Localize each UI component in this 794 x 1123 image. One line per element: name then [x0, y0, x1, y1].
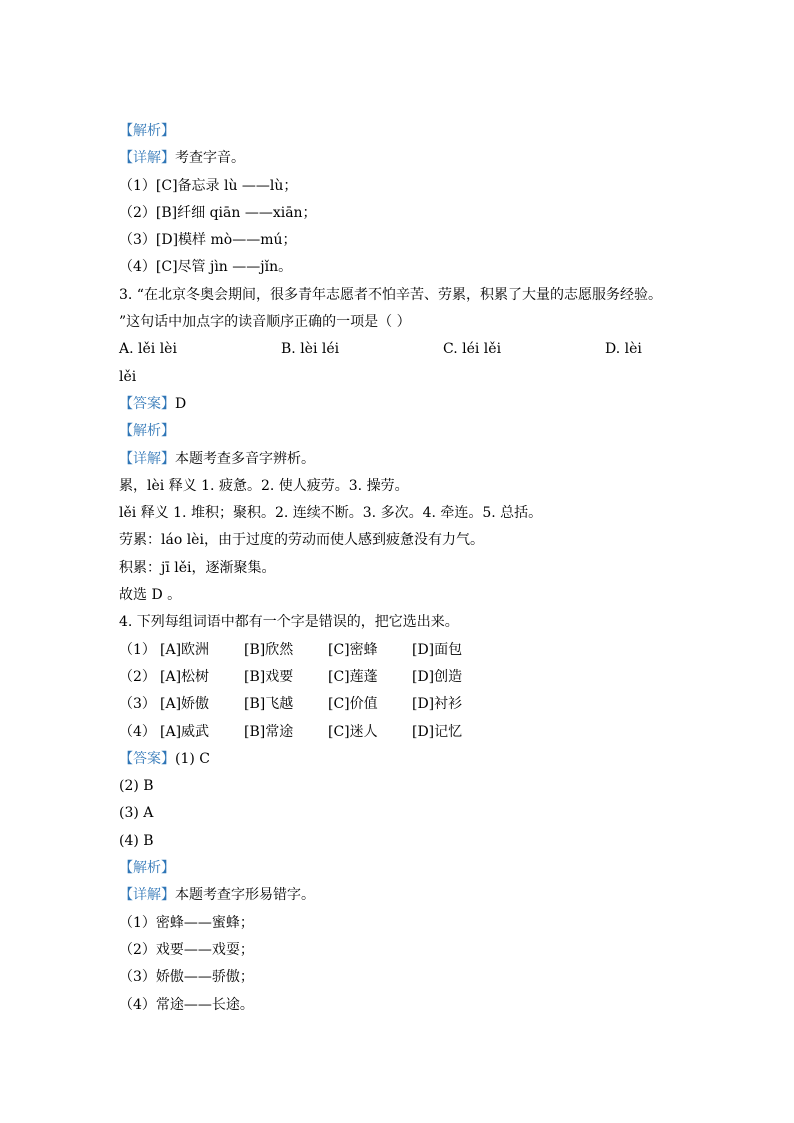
word-option: [A]欧洲: [160, 641, 210, 658]
answer-value: (4) B: [119, 832, 154, 849]
detail-tag: 【详解】: [119, 450, 175, 467]
question-3-stem: 3. “在北京冬奥会期间，很多青年志愿者不怕辛苦、劳累，积累了大量的志愿服务经验。: [119, 286, 662, 303]
answer-tag: 【答案】: [119, 395, 175, 412]
explanation-line: 劳累：láo lèi，由于过度的劳动而使人感到疲惫没有力气。: [119, 532, 484, 549]
option-d-wrap: lěi: [119, 368, 137, 385]
option-c: C. léi lěi: [443, 341, 502, 358]
word-option: [B]常途: [244, 723, 294, 740]
detail-text: 考查字音。: [175, 150, 245, 167]
analysis-tag: 【解析】: [119, 860, 175, 877]
question-4-stem: 4. 下列每组词语中都有一个字是错误的，把它选出来。: [119, 614, 459, 631]
answer-line: [119, 391, 679, 418]
word-option: [B]欣然: [244, 641, 294, 658]
explanation-line: 故选 D 。: [119, 587, 182, 604]
analysis-heading: [119, 118, 679, 145]
detail-line: [119, 446, 679, 473]
document-page: [119, 118, 679, 1019]
word-option: [C]迷人: [328, 723, 378, 740]
row-number: （1）: [119, 641, 156, 658]
correction-item: （1）密蜂——蜜蜂；: [119, 914, 254, 931]
correction-item: （4）常途——长途。: [119, 996, 254, 1013]
analysis-heading: [119, 855, 679, 882]
word-option: [D]记忆: [412, 723, 463, 740]
analysis-tag: 【解析】: [119, 423, 175, 440]
row-number: （4）: [119, 723, 156, 740]
pronunciation-item: （2）[B]纤细 qiān ——xiān；: [119, 204, 317, 221]
answer-value: (1) C: [175, 750, 210, 767]
option-a: A. lěi lèi: [119, 341, 177, 358]
word-option: [D]创造: [412, 668, 463, 685]
analysis-heading: [119, 418, 679, 445]
option-d: D. lèi: [605, 341, 642, 358]
detail-line: [119, 882, 679, 909]
word-group-row: [119, 691, 679, 718]
answer-tag: 【答案】: [119, 750, 175, 767]
answer-value: (3) A: [119, 805, 154, 822]
word-option: [C]密蜂: [328, 641, 378, 658]
word-option: [D]衬衫: [412, 696, 463, 713]
row-number: （2）: [119, 668, 156, 685]
explanation-line: lěi 释义 1. 堆积；聚积。2. 连续不断。3. 多次。4. 牵连。5. 总括。: [119, 505, 543, 522]
option-b: B. lèi léi: [281, 341, 340, 358]
word-option: [A]松树: [160, 668, 210, 685]
pronunciation-item: （3）[D]模样 mò——mú；: [119, 232, 297, 249]
word-group-row: [119, 664, 679, 691]
word-option: [D]面包: [412, 641, 463, 658]
explanation-line: 积累：jī lěi，逐渐聚集。: [119, 559, 276, 576]
explanation-line: 累，lèi 释义 1. 疲惫。2. 使人疲劳。3. 操劳。: [119, 477, 409, 494]
pronunciation-item: （4）[C]尽管 jìn ——jǐn。: [119, 259, 293, 276]
answer-value: (2) B: [119, 778, 154, 795]
question-3-options: [119, 336, 679, 363]
detail-tag: 【详解】: [119, 887, 175, 904]
row-number: （3）: [119, 696, 156, 713]
answer-line: [119, 746, 679, 773]
word-option: [B]飞越: [244, 696, 294, 713]
word-option: [A]娇傲: [160, 696, 210, 713]
word-group-row: [119, 637, 679, 664]
detail-line: [119, 145, 679, 172]
word-option: [C]莲蓬: [328, 668, 378, 685]
detail-text: 本题考查字形易错字。: [175, 887, 315, 904]
detail-text: 本题考查多音字辨析。: [175, 450, 315, 467]
word-option: [C]价值: [328, 696, 378, 713]
correction-item: （2）戏要——戏耍；: [119, 941, 254, 958]
question-3-stem-cont: ”这句话中加点字的读音顺序正确的一项是（ ）: [119, 314, 411, 331]
word-option: [B]戏要: [244, 668, 294, 685]
answer-value: D: [175, 395, 187, 412]
correction-item: （3）娇傲——骄傲；: [119, 969, 254, 986]
word-group-row: [119, 719, 679, 746]
analysis-tag: 【解析】: [119, 123, 175, 139]
detail-tag: 【详解】: [119, 150, 175, 167]
word-option: [A]威武: [160, 723, 210, 740]
pronunciation-item: （1）[C]备忘录 lù ——lù；: [119, 177, 298, 194]
